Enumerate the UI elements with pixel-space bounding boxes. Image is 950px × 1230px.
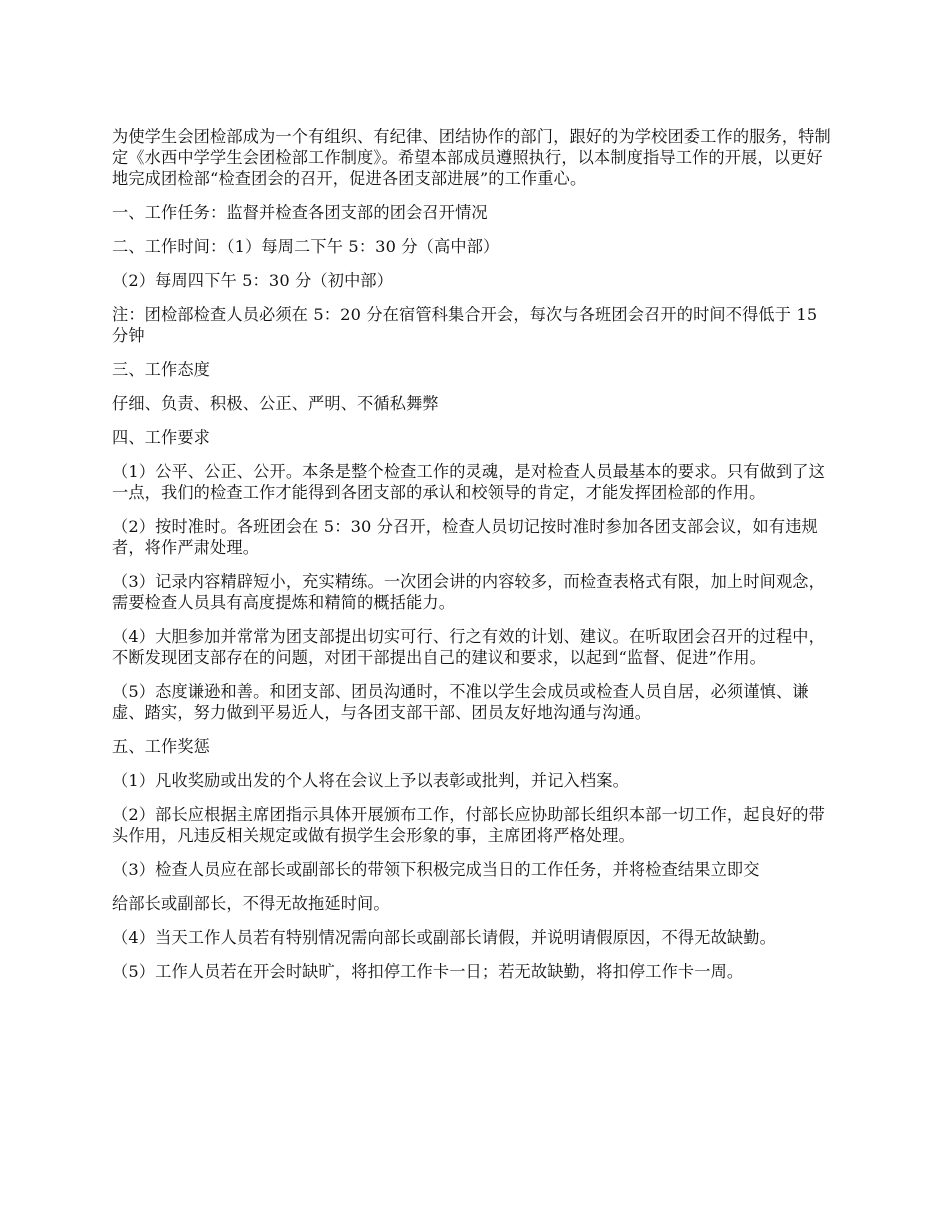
document-body xyxy=(112,126,836,995)
requirement-1: （1）公平、公正、公开。本条是整个检查工作的灵魂，是对检查人员最基本的要求。只有做到了这一点，我们的检查工作才能得到各团支部的承认和校领导的肯定，才能发挥团检部的作用。 xyxy=(112,462,825,502)
reward-5: （5）工作人员若在开会时缺旷，将扣停工作卡一日；若无故缺勤，将扣停工作卡一周。 xyxy=(112,962,744,981)
section-requirements-heading: 四、工作要求 xyxy=(112,428,211,447)
time-junior: （2）每周四下午 5：30 分（初中部） xyxy=(112,271,394,290)
section-task: 一、工作任务：监督并检查各团支部的团会召开情况 xyxy=(112,203,488,222)
section-rewards-heading: 五、工作奖惩 xyxy=(112,737,211,756)
time-note: 注：团检部检查人员必须在 5：20 分在宿管科集合开会，每次与各班团会召开的时间不得低于 15 分钟 xyxy=(112,305,818,345)
section-attitude-heading: 三、工作态度 xyxy=(112,360,211,379)
intro-paragraph: 为使学生会团检部成为一个有组织、有纪律、团结协作的部门，跟好的为学校团委工作的服务，特制定《水西中学学生会团检部工作制度》。希望本部成员遵照执行，以本制度指导工作的开展，以更好地完成团检部“检查团会的召开，促进各团支部进展”的工作重心。 xyxy=(112,127,831,188)
reward-3-continued: 给部长或副部长，不得无故拖延时间。 xyxy=(112,894,390,913)
requirement-3: （3）记录内容精辟短小，充实精练。一次团会讲的内容较多，而检查表格式有限，加上时间观念，需要检查人员具有高度提炼和精简的概括能力。 xyxy=(112,572,825,612)
reward-4: （4）当天工作人员若有特别情况需向部长或副部长请假，并说明请假原因，不得无故缺勤。 xyxy=(112,928,776,947)
attitude-text: 仔细、负责、积极、公正、严明、不循私舞弊 xyxy=(112,394,439,413)
reward-3: （3）检查人员应在部长或副部长的带领下积极完成当日的工作任务，并将检查结果立即交 xyxy=(112,860,760,879)
section-time: 二、工作时间：（1）每周二下午 5：30 分（高中部） xyxy=(112,237,500,256)
reward-2: （2）部长应根据主席团指示具体开展颁布工作，付部长应协助部长组织本部一切工作，起良好的带头作用，凡违反相关规定或做有损学生会形象的事，主席团将严格处理。 xyxy=(112,805,825,845)
reward-1: （1）凡收奖励或出发的个人将在会议上予以表彰或批判，并记入档案。 xyxy=(112,771,629,790)
requirement-2: （2）按时准时。各班团会在 5：30 分召开，检查人员切记按时准时参加各团支部会议，如有违规者，将作严肃处理。 xyxy=(112,517,818,557)
requirement-5: （5）态度谦逊和善。和团支部、团员沟通时，不准以学生会成员或检查人员自居，必须谨慎、谦虚、踏实，努力做到平易近人，与各团支部干部、团员友好地沟通与沟通。 xyxy=(112,682,809,722)
requirement-4: （4）大胆参加并常常为团支部提出切实可行、行之有效的计划、建议。在听取团会召开的过程中，不断发现团支部存在的问题，对团干部提出自己的建议和要求，以起到“监督、促进”作用。 xyxy=(112,627,825,667)
